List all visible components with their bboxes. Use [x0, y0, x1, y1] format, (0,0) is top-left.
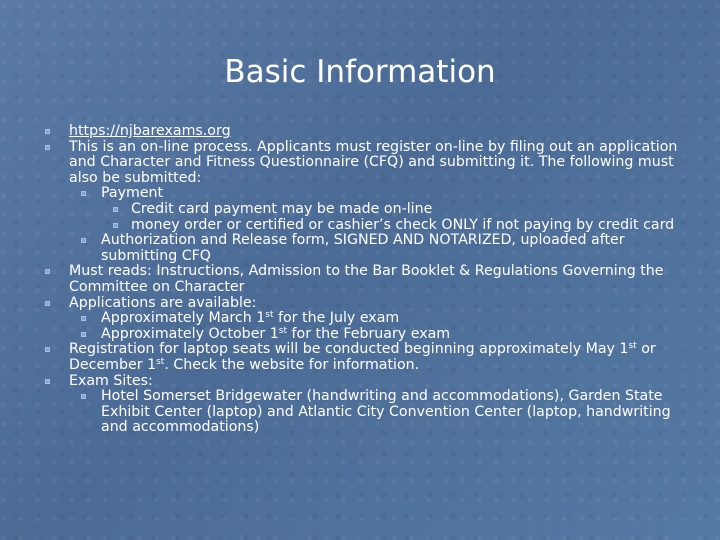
registration-superscript-december: st — [156, 356, 165, 367]
money-order-text: money order or certified or cashier’s check ONLY if not paying by credit card — [131, 216, 675, 233]
credit-card-text: Credit card payment may be made on-line — [131, 200, 433, 217]
bullet-online-process — [42, 140, 682, 187]
slide-title: Basic Information — [224, 54, 496, 90]
square-bullet-icon — [45, 379, 50, 384]
credit-card-subitem — [69, 202, 682, 218]
registration-suffix: . Check the website for information. — [164, 356, 420, 373]
registration-middle: or December 1 — [69, 341, 656, 373]
applications-label: Applications are available: — [69, 294, 257, 311]
square-bullet-icon — [45, 347, 50, 352]
authorization-text: Authorization and Release form, SIGNED AND NOTARIZED, uploaded after submitting CFQ — [101, 232, 625, 264]
bullet-must-reads — [42, 264, 682, 295]
payment-subitem — [69, 186, 682, 202]
must-reads-text: Must reads: Instructions, Admission to the Bar Booklet & Regulations Governing the Committee on Character — [69, 263, 664, 295]
square-bullet-icon — [81, 316, 86, 321]
exam-sites-label: Exam Sites: — [69, 372, 153, 389]
exam-sites-detail: Hotel Somerset Bridgewater (handwriting and accommodations), Garden State Exhibit Center (laptop) and Atlantic City Convention Center (laptop, handwriting and accommodations) — [101, 388, 671, 436]
square-bullet-icon — [45, 129, 50, 134]
bullet-registration — [42, 342, 682, 373]
october-suffix: for the February exam — [287, 325, 451, 342]
square-bullet-icon — [81, 191, 86, 196]
registration-prefix: Registration for laptop seats will be conducted beginning approximately May 1 — [69, 341, 629, 358]
registration-superscript-may: st — [628, 341, 637, 352]
exam-sites-subitem — [69, 389, 682, 436]
october-subitem — [69, 327, 682, 343]
square-bullet-icon — [113, 223, 118, 228]
square-bullet-icon — [81, 332, 86, 337]
square-bullet-icon — [45, 269, 50, 274]
money-order-subitem — [69, 218, 682, 234]
bullet-applications — [42, 296, 682, 343]
square-bullet-icon — [45, 145, 50, 150]
authorization-subitem — [69, 233, 682, 264]
bullet-exam-sites — [42, 374, 682, 436]
square-bullet-icon — [81, 394, 86, 399]
october-superscript: st — [278, 325, 288, 336]
march-suffix: for the July exam — [273, 310, 400, 327]
bullet-url — [42, 124, 682, 140]
payment-label: Payment — [101, 185, 164, 202]
bullet-payment — [42, 186, 682, 264]
march-prefix: Approximately March 1 — [101, 310, 266, 327]
march-subitem — [69, 311, 682, 327]
njbarexams-link[interactable]: https://njbarexams.org — [69, 123, 231, 139]
online-process-text: This is an on-line process. Applicants must register on-line by filing out an application and Character and Fitness Questionnaire (CFQ) and submitting it. The following must also be submitted: — [69, 138, 678, 186]
slide-content — [42, 124, 682, 436]
square-bullet-icon — [81, 238, 86, 243]
october-prefix: Approximately October 1 — [101, 325, 279, 342]
march-superscript: st — [265, 310, 274, 321]
square-bullet-icon — [113, 207, 118, 212]
square-bullet-icon — [45, 301, 50, 306]
